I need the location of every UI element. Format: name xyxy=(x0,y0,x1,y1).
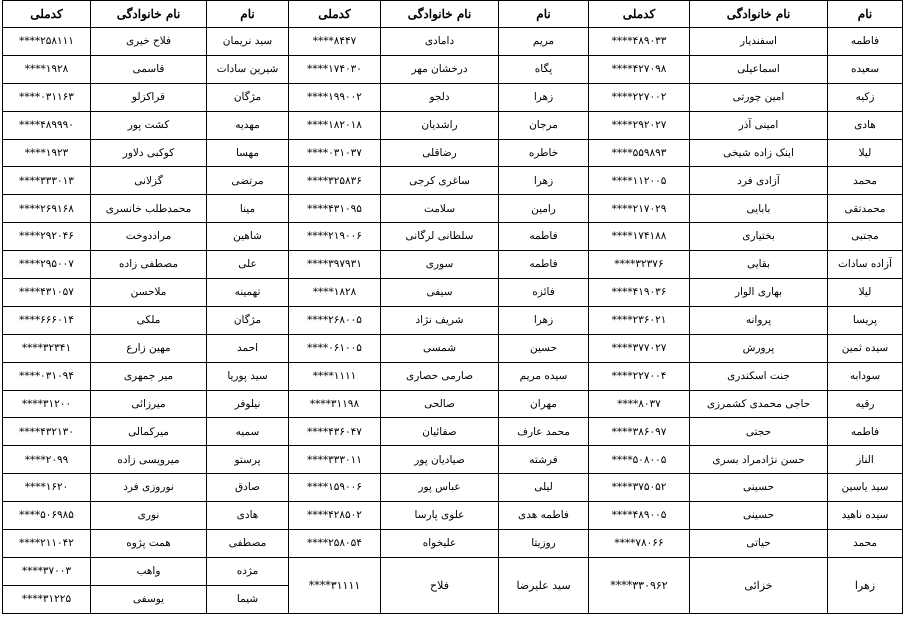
cell-first-name-1: پریسا xyxy=(828,306,903,334)
cell-first-name-3: علی xyxy=(207,251,289,279)
cell-national-code-1: ****۲۱۷۰۲۹ xyxy=(589,195,690,223)
cell-last-name-3: قاسمی xyxy=(91,55,207,83)
cell-first-name-2: حسین xyxy=(499,334,589,362)
cell-last-name-1: پرورش xyxy=(690,334,828,362)
cell-last-name-2: سوری xyxy=(381,251,499,279)
cell-national-code-3: ****۱۶۲۰ xyxy=(3,474,91,502)
cell-first-name-1: لیلا xyxy=(828,139,903,167)
cell-first-name-3: مژگان xyxy=(207,83,289,111)
cell-national-code-3: ****۲۹۲۰۴۶ xyxy=(3,223,91,251)
cell-national-code-1: ****۴۲۷۰۹۸ xyxy=(589,55,690,83)
cell-last-name-2: دلجو xyxy=(381,83,499,111)
cell-first-name-1: لیلا xyxy=(828,279,903,307)
cell-first-name-1: سیده ثمین xyxy=(828,334,903,362)
cell-national-code-3: ****۳۱۲۰۰ xyxy=(3,390,91,418)
cell-last-name-1: بهاری الوار xyxy=(690,279,828,307)
cell-last-name-2: راشدیان xyxy=(381,111,499,139)
cell-first-name-1: هادی xyxy=(828,111,903,139)
cell-first-name-1: الناز xyxy=(828,446,903,474)
cell-national-code-2: ****۱۹۹۰۰۲ xyxy=(289,83,381,111)
merged-cell-last-name-1: خزائی xyxy=(690,557,828,613)
cell-last-name-2: صفائیان xyxy=(381,418,499,446)
header-first-name-2: نام xyxy=(499,1,589,28)
cell-last-name-3: میرویسی زاده xyxy=(91,446,207,474)
cell-national-code-3: ****۴۳۲۱۳۰ xyxy=(3,418,91,446)
cell-last-name-2: سلامت xyxy=(381,195,499,223)
header-last-name-1: نام خانوادگی xyxy=(690,1,828,28)
table-row xyxy=(3,251,903,279)
merged-cell-first-name-1: زهرا xyxy=(828,557,903,613)
cell-last-name-3: قراکزلو xyxy=(91,83,207,111)
cell-first-name-3: صادق xyxy=(207,474,289,502)
table-row xyxy=(3,502,903,530)
cell-first-name-3: احمد xyxy=(207,334,289,362)
cell-first-name-2: زهرا xyxy=(499,306,589,334)
merged-cell-national-code-1: ****۳۳۰۹۶۲ xyxy=(589,557,690,613)
cell-national-code-2: ****۳۲۵۸۳۶ xyxy=(289,167,381,195)
cell-first-name-1: سعیده xyxy=(828,55,903,83)
cell-first-name-3: نیلوفر xyxy=(207,390,289,418)
cell-national-code-3: ****۱۹۲۳ xyxy=(3,139,91,167)
cell-first-name-1: رقیه xyxy=(828,390,903,418)
cell-first-name-1: زکیه xyxy=(828,83,903,111)
cell-national-code-2: ****۲۶۸۰۰۵ xyxy=(289,306,381,334)
cell-first-name-2: لیلی xyxy=(499,474,589,502)
cell-first-name-3: شیرین سادات xyxy=(207,55,289,83)
cell-last-name-1: حیاتی xyxy=(690,530,828,558)
table-row xyxy=(3,111,903,139)
cell-first-name-1: فاطمه xyxy=(828,418,903,446)
cell-national-code-1: ****۸۰۳۷ xyxy=(589,390,690,418)
cell-last-name-1: اینک زاده شیخی xyxy=(690,139,828,167)
cell-last-name-1: آزادی فرد xyxy=(690,167,828,195)
cell-national-code-2: ****۲۱۹۰۰۶ xyxy=(289,223,381,251)
cell-first-name-3: سید پوریا xyxy=(207,362,289,390)
cell-last-name-1: بختیاری xyxy=(690,223,828,251)
cell-first-name-3: تهمینه xyxy=(207,279,289,307)
merged-cell-national-code-2: ****۳۱۱۱۱ xyxy=(289,557,381,613)
cell-national-code-1: ****۲۲۷۰۰۴ xyxy=(589,362,690,390)
table-row xyxy=(3,306,903,334)
cell-national-code-2: ****۸۴۴۷ xyxy=(289,28,381,56)
merged-cell-first-name-2: سید علیرضا xyxy=(499,557,589,613)
cell-last-name-3: ملاحسن xyxy=(91,279,207,307)
cell-national-code-2: ****۱۸۲۰۱۸ xyxy=(289,111,381,139)
cell-last-name-2: عباس پور xyxy=(381,474,499,502)
cell-last-name-1: حسن نژادمراد بسری xyxy=(690,446,828,474)
cell-first-name-3: مهدیه xyxy=(207,111,289,139)
cell-first-name-2: مریم xyxy=(499,28,589,56)
header-last-name-3: نام خانوادگی xyxy=(91,1,207,28)
table-row xyxy=(3,83,903,111)
cell-last-name-3: میر جمهری xyxy=(91,362,207,390)
cell-national-code-2: ****۴۲۸۵۰۲ xyxy=(289,502,381,530)
cell-first-name-3: مصطفی xyxy=(207,530,289,558)
cell-national-code-2: ****۰۳۱۰۳۷ xyxy=(289,139,381,167)
cell-national-code-3: ****۱۹۲۸ xyxy=(3,55,91,83)
cell-last-name-1: حسینی xyxy=(690,502,828,530)
merged-cell-last-name-2: فلاح xyxy=(381,557,499,613)
cell-national-code-3: ****۳۳۳۰۱۳ xyxy=(3,167,91,195)
header-national-code-1: کدملی xyxy=(589,1,690,28)
cell-first-name-2: مهران xyxy=(499,390,589,418)
cell-first-name-1: فاطمه xyxy=(828,28,903,56)
table-row xyxy=(3,167,903,195)
table-row xyxy=(3,139,903,167)
cell-last-name-1: حاجی محمدی کشمرزی xyxy=(690,390,828,418)
cell-first-name-1: محمد xyxy=(828,530,903,558)
cell-last-name-1: امینی آذر xyxy=(690,111,828,139)
cell-last-name-1: جنت اسکندری xyxy=(690,362,828,390)
cell-national-code-1: ****۲۳۶۰۲۱ xyxy=(589,306,690,334)
cell-first-name-3: مهسا xyxy=(207,139,289,167)
cell-last-name-3: مراددوخت xyxy=(91,223,207,251)
cell-national-code-1: ****۲۲۷۰۰۲ xyxy=(589,83,690,111)
cell-first-name-3: مینا xyxy=(207,195,289,223)
cell-national-code-3: ****۶۶۶۰۱۴ xyxy=(3,306,91,334)
cell-national-code-1: ****۳۷۷۰۲۷ xyxy=(589,334,690,362)
cell-national-code-1: ****۴۱۹۰۳۶ xyxy=(589,279,690,307)
table-row xyxy=(3,195,903,223)
cell-national-code-1: ****۳۲۳۷۶ xyxy=(589,251,690,279)
cell-first-name-2: روزیتا xyxy=(499,530,589,558)
table-body xyxy=(3,28,903,614)
cell-last-name-2: شمسی xyxy=(381,334,499,362)
cell-national-code-3: ****۳۷۰۰۳ xyxy=(3,557,91,585)
cell-last-name-3: گزلانی xyxy=(91,167,207,195)
table-row xyxy=(3,418,903,446)
cell-last-name-1: امین چورتی xyxy=(690,83,828,111)
table-row xyxy=(3,557,903,585)
cell-national-code-3: ****۲۹۵۰۰۷ xyxy=(3,251,91,279)
table-row xyxy=(3,362,903,390)
cell-national-code-1: ****۵۰۸۰۰۵ xyxy=(589,446,690,474)
cell-last-name-3: واهب xyxy=(91,557,207,585)
cell-last-name-3: محمدطلب خانسری xyxy=(91,195,207,223)
cell-last-name-2: شریف نژاد xyxy=(381,306,499,334)
cell-national-code-2: ****۱۸۲۸ xyxy=(289,279,381,307)
cell-national-code-3: ****۴۳۱۰۵۷ xyxy=(3,279,91,307)
cell-last-name-2: علیخواه xyxy=(381,530,499,558)
cell-first-name-1: محمد xyxy=(828,167,903,195)
cell-first-name-2: پگاه xyxy=(499,55,589,83)
cell-national-code-3: ****۲۱۱۰۴۲ xyxy=(3,530,91,558)
cell-first-name-2: زهرا xyxy=(499,83,589,111)
cell-last-name-1: پروانه xyxy=(690,306,828,334)
cell-national-code-2: ****۱۱۱۱ xyxy=(289,362,381,390)
cell-national-code-1: ****۴۸۹۰۳۳ xyxy=(589,28,690,56)
cell-national-code-1: ****۵۵۹۸۹۳ xyxy=(589,139,690,167)
cell-first-name-3: هادی xyxy=(207,502,289,530)
header-first-name-3: نام xyxy=(207,1,289,28)
cell-first-name-3: مرتضی xyxy=(207,167,289,195)
cell-national-code-3: ****۵۰۶۹۸۵ xyxy=(3,502,91,530)
cell-last-name-2: صارمی حصاری xyxy=(381,362,499,390)
cell-first-name-2: خاطره xyxy=(499,139,589,167)
cell-last-name-3: میرکمالی xyxy=(91,418,207,446)
table-row xyxy=(3,334,903,362)
table-row xyxy=(3,223,903,251)
cell-last-name-3: فلاح خیری xyxy=(91,28,207,56)
cell-last-name-1: اسفندیار xyxy=(690,28,828,56)
cell-first-name-2: زهرا xyxy=(499,167,589,195)
cell-national-code-2: ****۳۹۷۹۳۱ xyxy=(289,251,381,279)
cell-national-code-1: ****۱۱۲۰۰۵ xyxy=(589,167,690,195)
cell-national-code-2: ****۲۵۸۰۵۴ xyxy=(289,530,381,558)
cell-first-name-3: سید نریمان xyxy=(207,28,289,56)
cell-national-code-2: ****۴۳۶۰۴۷ xyxy=(289,418,381,446)
cell-national-code-3: ****۰۳۱۱۶۳ xyxy=(3,83,91,111)
cell-national-code-1: ****۲۹۲۰۲۷ xyxy=(589,111,690,139)
cell-last-name-2: ساغری کرجی xyxy=(381,167,499,195)
cell-national-code-1: ****۳۸۶۰۹۷ xyxy=(589,418,690,446)
cell-last-name-3: مصطفی زاده xyxy=(91,251,207,279)
cell-last-name-1: بقایی xyxy=(690,251,828,279)
cell-national-code-1: ****۳۷۵۰۵۲ xyxy=(589,474,690,502)
cell-first-name-3: شاهین xyxy=(207,223,289,251)
cell-national-code-2: ****۱۵۹۰۰۶ xyxy=(289,474,381,502)
cell-last-name-3: کوکبی دلاور xyxy=(91,139,207,167)
cell-last-name-3: نوروزی فرد xyxy=(91,474,207,502)
header-first-name-1: نام xyxy=(828,1,903,28)
cell-national-code-3: ****۳۱۲۲۵ xyxy=(3,585,91,613)
cell-national-code-3: ****۴۸۹۹۹۰ xyxy=(3,111,91,139)
cell-last-name-2: درخشان مهر xyxy=(381,55,499,83)
table-row xyxy=(3,390,903,418)
table-row xyxy=(3,474,903,502)
cell-last-name-3: یوسفی xyxy=(91,585,207,613)
cell-first-name-2: فاطمه xyxy=(499,251,589,279)
cell-last-name-3: میرزائی xyxy=(91,390,207,418)
table-row xyxy=(3,446,903,474)
cell-national-code-3: ****۲۰۹۹ xyxy=(3,446,91,474)
cell-first-name-3: پرستو xyxy=(207,446,289,474)
cell-national-code-3: ****۲۵۸۱۱۱ xyxy=(3,28,91,56)
table-row xyxy=(3,530,903,558)
header-national-code-3: کدملی xyxy=(3,1,91,28)
national-id-table xyxy=(2,0,903,614)
cell-last-name-1: اسماعیلی xyxy=(690,55,828,83)
cell-first-name-1: مجتبی xyxy=(828,223,903,251)
cell-first-name-1: محمدتقی xyxy=(828,195,903,223)
cell-national-code-2: ****۴۳۱۰۹۵ xyxy=(289,195,381,223)
cell-national-code-2: ****۱۷۴۰۳۰ xyxy=(289,55,381,83)
header-national-code-2: کدملی xyxy=(289,1,381,28)
cell-first-name-3: مژگان xyxy=(207,306,289,334)
cell-national-code-3: ****۳۲۳۴۱ xyxy=(3,334,91,362)
table-row xyxy=(3,279,903,307)
cell-first-name-1: آزاده سادات xyxy=(828,251,903,279)
cell-first-name-3: شیما xyxy=(207,585,289,613)
cell-last-name-3: ملکی xyxy=(91,306,207,334)
cell-first-name-2: سیده مریم xyxy=(499,362,589,390)
cell-first-name-2: رامین xyxy=(499,195,589,223)
cell-national-code-2: ****۰۶۱۰۰۵ xyxy=(289,334,381,362)
cell-last-name-2: صیادیان پور xyxy=(381,446,499,474)
cell-first-name-2: فاطمه هدی xyxy=(499,502,589,530)
cell-last-name-3: همت پژوه xyxy=(91,530,207,558)
cell-last-name-3: مهین زارع xyxy=(91,334,207,362)
table-row xyxy=(3,55,903,83)
cell-last-name-2: دامادی xyxy=(381,28,499,56)
cell-national-code-2: ****۳۱۱۹۸ xyxy=(289,390,381,418)
cell-last-name-3: کشت پور xyxy=(91,111,207,139)
cell-national-code-3: ****۲۶۹۱۶۸ xyxy=(3,195,91,223)
cell-national-code-1: ****۷۸۰۶۶ xyxy=(589,530,690,558)
cell-first-name-2: محمد عارف xyxy=(499,418,589,446)
cell-last-name-2: سلطانی لرگانی xyxy=(381,223,499,251)
cell-last-name-2: علوی پارسا xyxy=(381,502,499,530)
cell-first-name-2: مرجان xyxy=(499,111,589,139)
cell-first-name-2: فرشته xyxy=(499,446,589,474)
cell-national-code-3: ****۰۳۱۰۹۴ xyxy=(3,362,91,390)
cell-last-name-2: سیفی xyxy=(381,279,499,307)
cell-first-name-2: فاطمه xyxy=(499,223,589,251)
cell-national-code-1: ****۴۸۹۰۰۵ xyxy=(589,502,690,530)
cell-last-name-1: حسینی xyxy=(690,474,828,502)
cell-first-name-1: سیده ناهید xyxy=(828,502,903,530)
cell-first-name-3: سمیه xyxy=(207,418,289,446)
cell-first-name-1: سودابه xyxy=(828,362,903,390)
cell-last-name-3: نوری xyxy=(91,502,207,530)
cell-first-name-2: فائزه xyxy=(499,279,589,307)
cell-last-name-2: رضاقلی xyxy=(381,139,499,167)
header-last-name-2: نام خانوادگی xyxy=(381,1,499,28)
cell-first-name-1: سید یاسین xyxy=(828,474,903,502)
cell-national-code-2: ****۳۳۳۰۱۱ xyxy=(289,446,381,474)
cell-last-name-1: بابایی xyxy=(690,195,828,223)
table-row xyxy=(3,28,903,56)
cell-last-name-2: صالحی xyxy=(381,390,499,418)
header-row xyxy=(3,1,903,28)
cell-last-name-1: حجتی xyxy=(690,418,828,446)
cell-national-code-1: ****۱۷۴۱۸۸ xyxy=(589,223,690,251)
cell-first-name-3: مژده xyxy=(207,557,289,585)
